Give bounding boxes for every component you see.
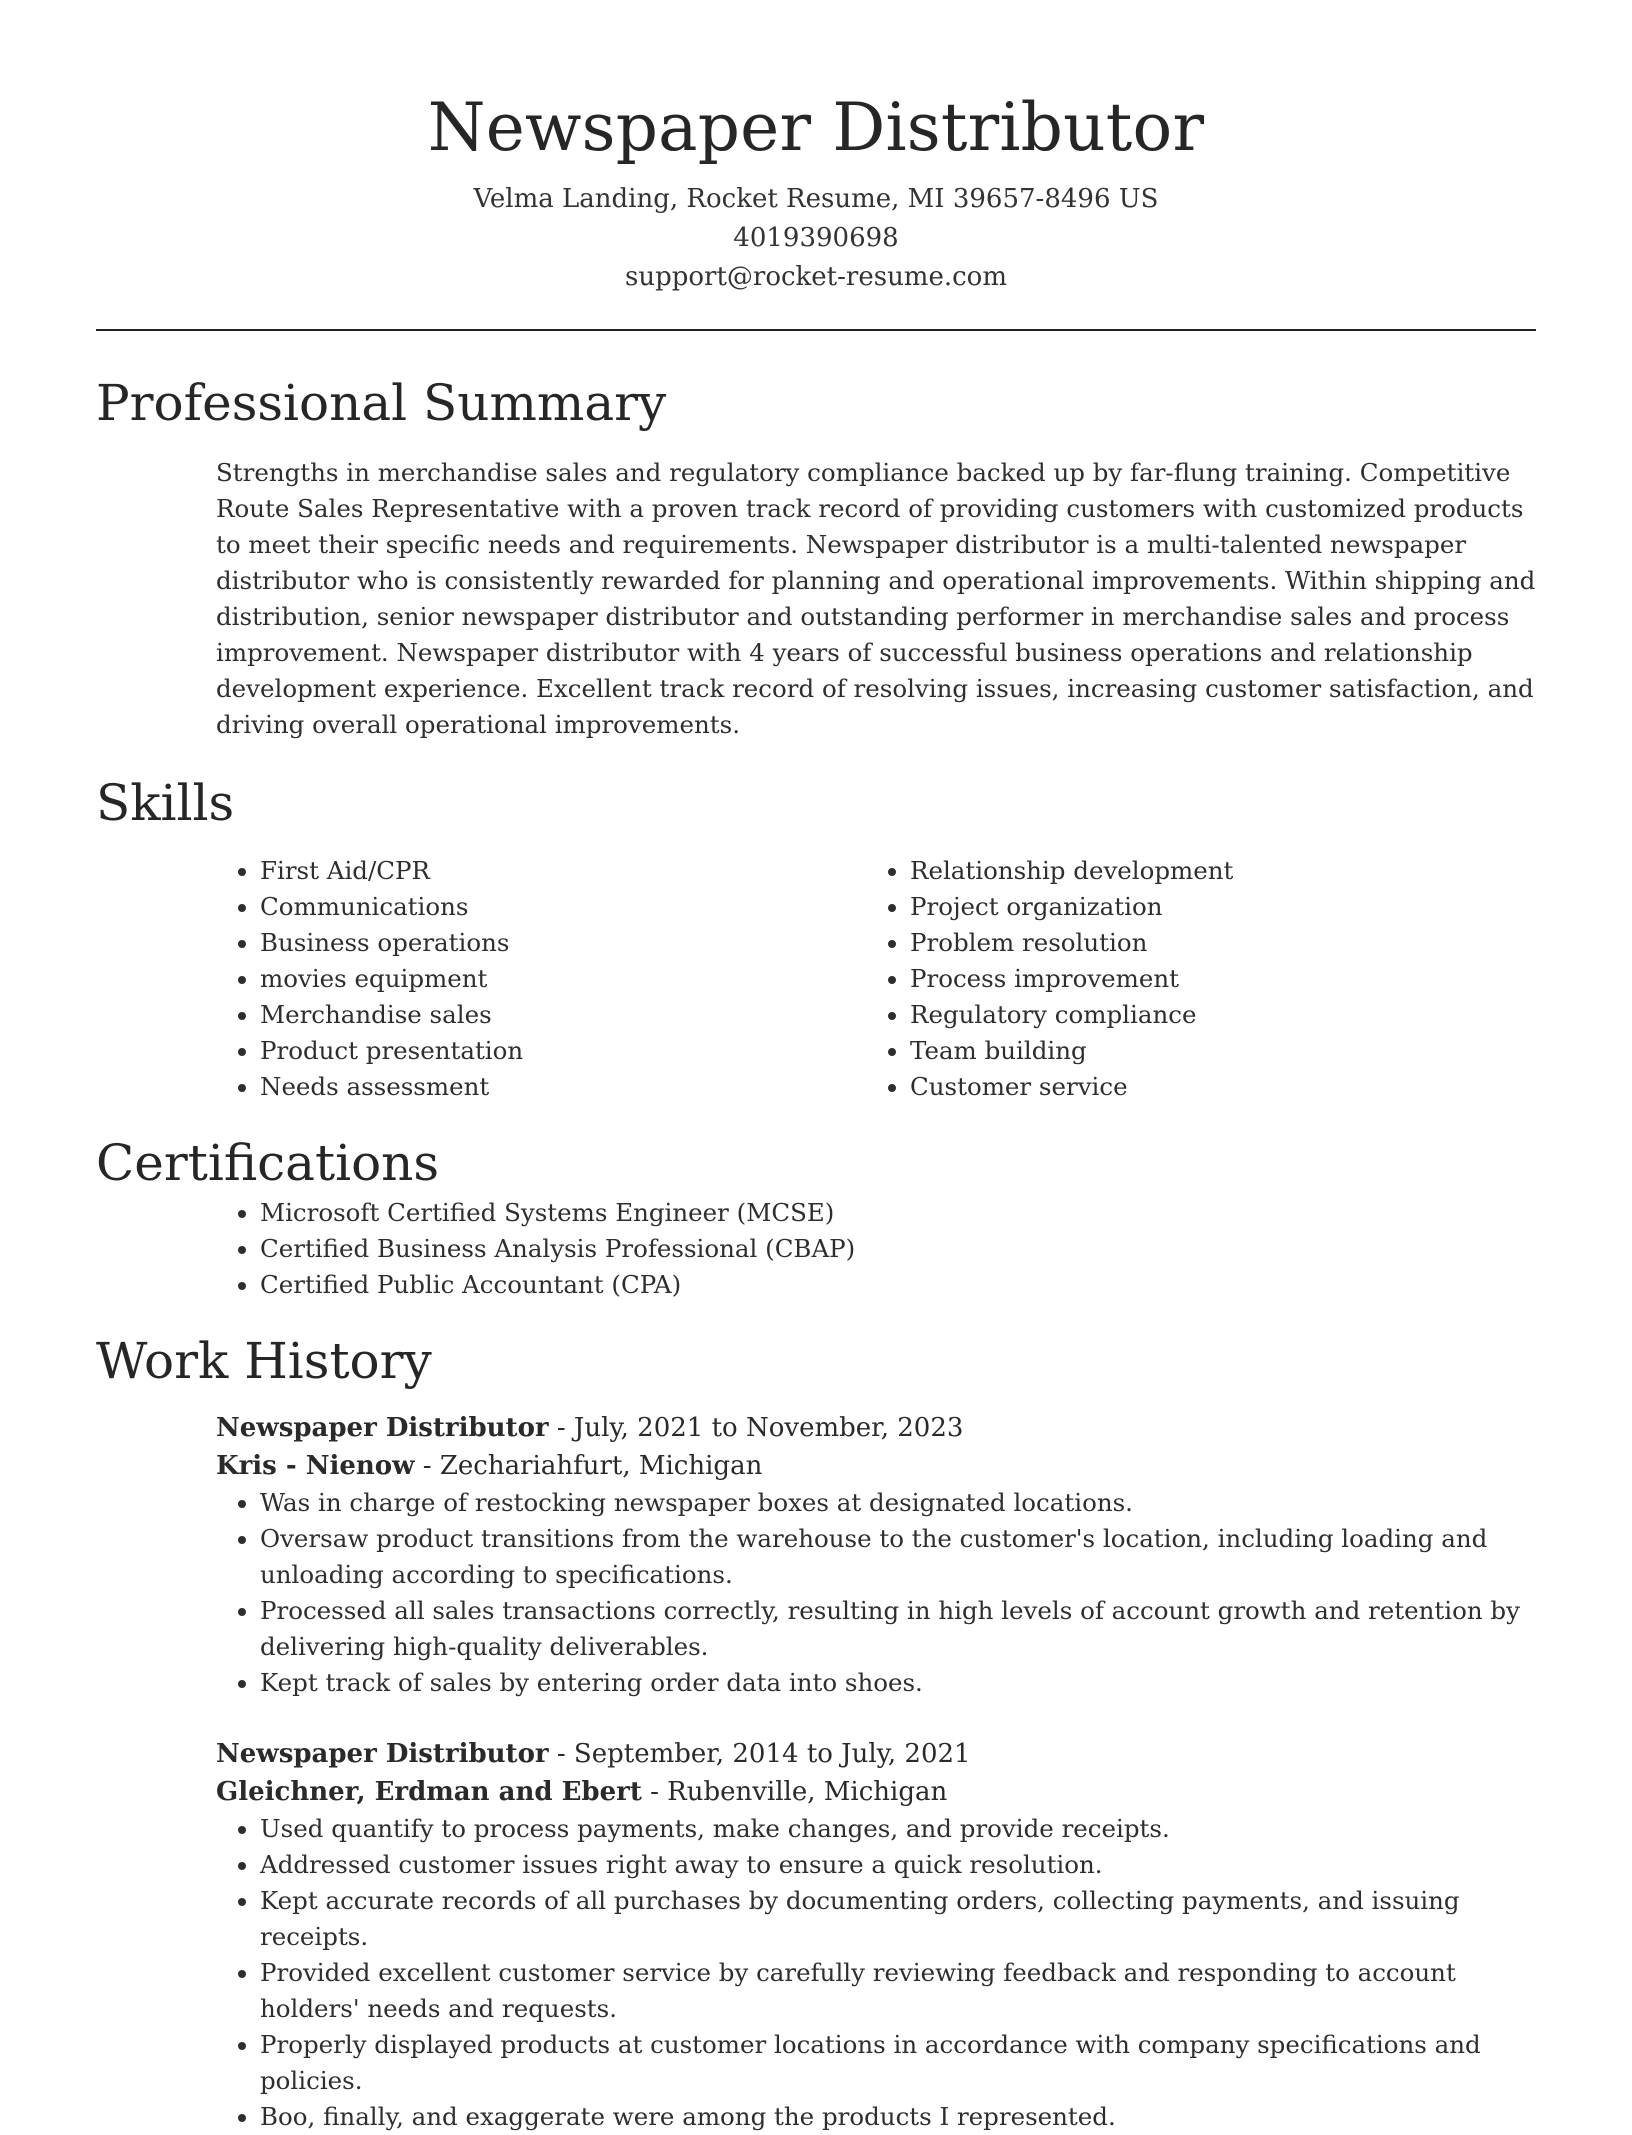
job-duties [216, 1811, 1536, 2135]
job-duty-item: • Kept accurate records of all purchases by documenting orders, collecting payments, and issuing receipts. [260, 1883, 1536, 1955]
job-duties [216, 1485, 1536, 1701]
job-company: Kris - Nienow [216, 1451, 415, 1481]
summary-heading: Professional Summary [96, 374, 667, 432]
skill-item: • Problem resolution [910, 925, 1396, 961]
resume-title: Newspaper Distributor [427, 89, 1205, 166]
summary-text: Strengths in merchandise sales and regulatory compliance backed up by far-flung training. Competitive Route Sales Representative with a proven track record of providing customers with customized products to meet their specific needs and requirements. Newspaper distributor is a multi-talented newspaper distributor who is consistently rewarded for planning and operational improvements. Within shipping and distribution, senior newspaper distributor and outstanding performer in merchandise sales and process improvement. Newspaper distributor with 4 years of successful business operations and relationship development experience. Excellent track record of resolving issues, increasing customer satisfaction, and driving overall operational improvements. [216, 458, 1536, 739]
skill-item: • Project organization [910, 889, 1396, 925]
contact-email: support@rocket-resume.com [624, 262, 1007, 292]
contact-info [96, 180, 1536, 297]
job-company-line [216, 1447, 1536, 1485]
header-divider [96, 329, 1536, 331]
skills-heading: Skills [96, 774, 235, 832]
job-duty-item: • Kept track of sales by entering order data into shoes. [260, 1665, 1536, 1701]
job-duty-item: • Was in charge of restocking newspaper boxes at designated locations. [260, 1485, 1536, 1521]
job-title: Newspaper Distributor [216, 1739, 549, 1769]
resume-page [96, 0, 1536, 2135]
certification-item: • Microsoft Certified Systems Engineer (MCSE) [260, 1195, 1536, 1231]
work-history-heading: Work History [96, 1332, 432, 1390]
skill-item: • movies equipment [260, 961, 746, 997]
certification-item: • Certified Business Analysis Professional (CBAP) [260, 1231, 1536, 1267]
certifications-list [96, 1195, 1536, 1303]
skill-item: • Process improvement [910, 961, 1396, 997]
job-company-line [216, 1773, 1536, 1811]
skill-item: • Relationship development [910, 853, 1396, 889]
job-dates: - September, 2014 to July, 2021 [548, 1739, 971, 1769]
resume-header [96, 0, 1536, 297]
job-duty-item: • Provided excellent customer service by carefully reviewing feedback and responding to account holders' needs and requests. [260, 1955, 1536, 2027]
job-duty-item: • Processed all sales transactions correctly, resulting in high levels of account growth and retention by delivering high-quality deliverables. [260, 1593, 1536, 1665]
job-duty-item: • Addressed customer issues right away to ensure a quick resolution. [260, 1847, 1536, 1883]
skills-column-right [746, 853, 1396, 1105]
job-dates: - July, 2021 to November, 2023 [548, 1413, 964, 1443]
skill-item: • Product presentation [260, 1033, 746, 1069]
skill-item: • Communications [260, 889, 746, 925]
job-company: Gleichner, Erdman and Ebert [216, 1777, 642, 1807]
job-entry [216, 1735, 1536, 2135]
job-title-line [216, 1735, 1536, 1773]
skill-item: • Regulatory compliance [910, 997, 1396, 1033]
skill-item: • Business operations [260, 925, 746, 961]
skill-item: • Customer service [910, 1069, 1396, 1105]
job-duty-item: • Oversaw product transitions from the warehouse to the customer's location, including loading and unloading according to specifications. [260, 1521, 1536, 1593]
contact-address: Velma Landing, Rocket Resume, MI 39657-8496 US [473, 184, 1159, 214]
job-location: - Rubenville, Michigan [641, 1777, 948, 1807]
certifications-heading: Certifications [96, 1134, 440, 1192]
certification-item: • Certified Public Accountant (CPA) [260, 1267, 1536, 1303]
contact-phone: 4019390698 [733, 223, 899, 253]
job-title-line [216, 1409, 1536, 1447]
skills-column-left [96, 853, 746, 1105]
job-duty-item: • Properly displayed products at customer locations in accordance with company specifications and policies. [260, 2027, 1536, 2099]
skill-item: • Merchandise sales [260, 997, 746, 1033]
job-entry [216, 1409, 1536, 1701]
skills-list [96, 853, 1536, 1105]
skill-item: • First Aid/CPR [260, 853, 746, 889]
skill-item: • Team building [910, 1033, 1396, 1069]
job-location: - Zechariahfurt, Michigan [414, 1451, 763, 1481]
job-title: Newspaper Distributor [216, 1413, 549, 1443]
job-duty-item: • Boo, finally, and exaggerate were among the products I represented. [260, 2099, 1536, 2135]
skill-item: • Needs assessment [260, 1069, 746, 1105]
job-duty-item: • Used quantify to process payments, make changes, and provide receipts. [260, 1811, 1536, 1847]
